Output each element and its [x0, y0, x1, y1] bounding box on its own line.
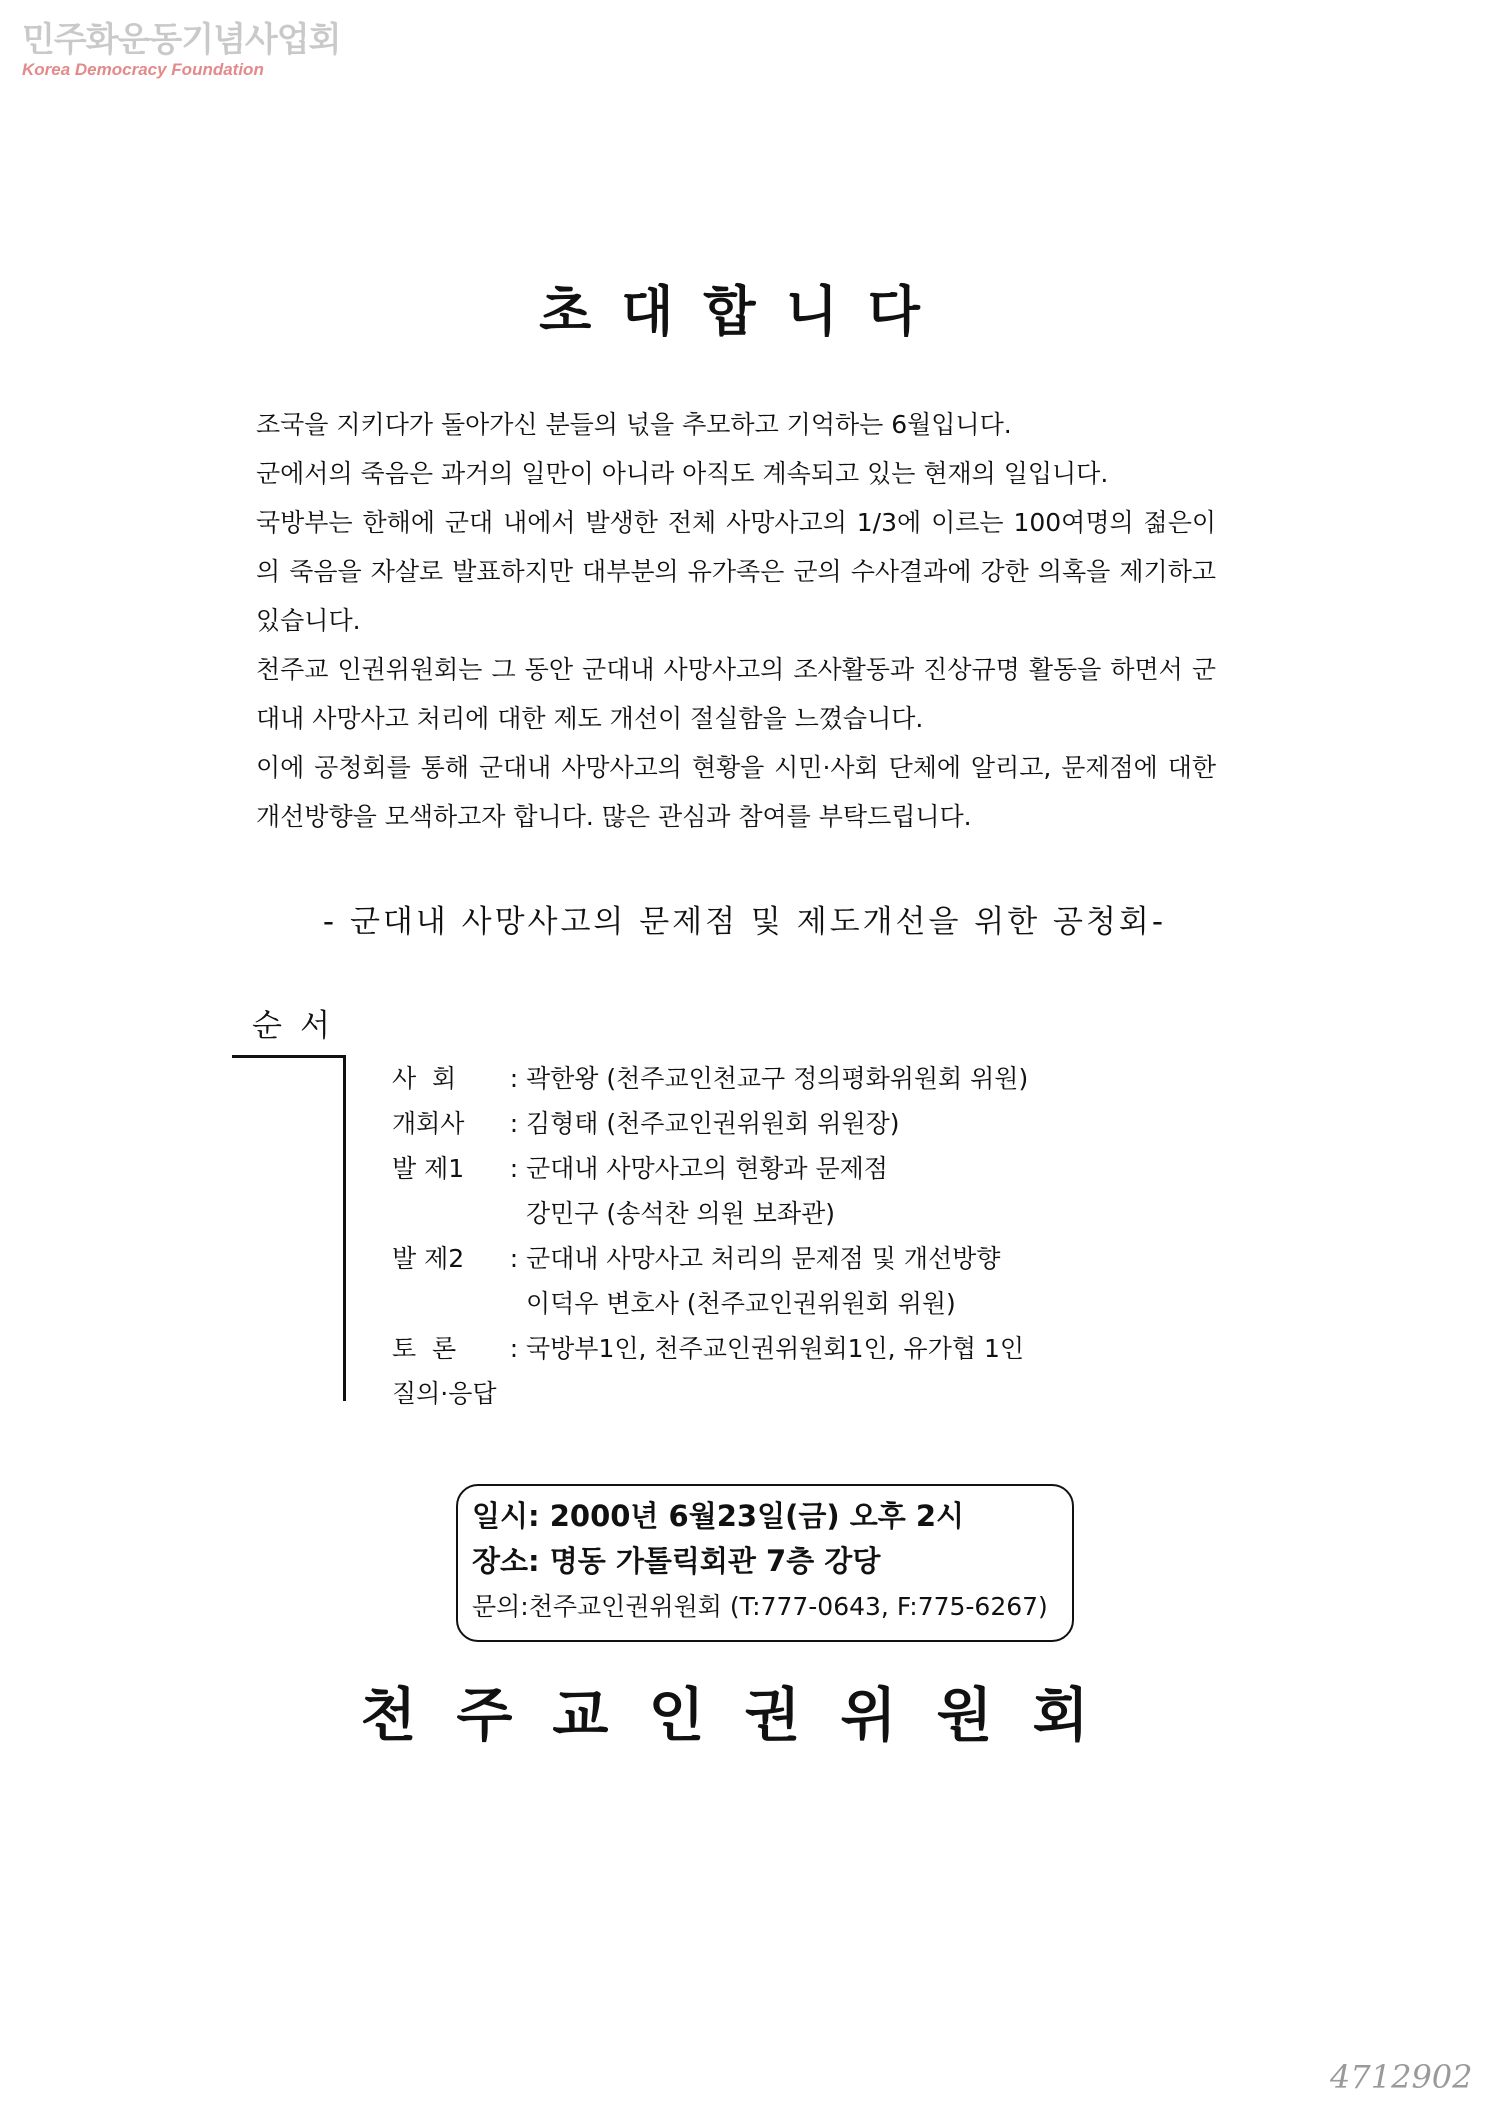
program-row-qa [392, 1371, 1292, 1416]
program-row-opening [392, 1101, 1292, 1146]
intro-paragraph: 천주교 인권위원회는 그 동안 군대내 사망사고의 조사활동과 진상규명 활동을 하면서 군대내 사망사고 처리에 대한 제도 개선이 절실함을 느꼈습니다. [256, 655, 1216, 733]
handwritten-note: 4712902 [1330, 2058, 1473, 2096]
intro-paragraph: 이에 공청회를 통해 군대내 사망사고의 현황을 시민·사회 단체에 알리고, 문제점에 대한 개선방향을 모색하고자 합니다. 많은 관심과 참여를 부탁드립니다. [256, 753, 1216, 831]
event-contact: 문의:천주교인권위원회 (T:777-0643, F:775-6267) [472, 1592, 1048, 1621]
intro-paragraph: 군에서의 죽음은 과거의 일만이 아니라 아직도 계속되고 있는 현재의 일입니다. [256, 459, 1109, 488]
program-label: 토 론 [392, 1334, 457, 1363]
program-value: 국방부1인, 천주교인권위원회1인, 유가협 1인 [526, 1334, 1025, 1363]
program-separator: : [509, 1109, 519, 1138]
program-speaker: 이덕우 변호사 (천주교인권위원회 위원) [526, 1289, 956, 1318]
event-date: 일시: 2000년 6월23일(금) 오후 2시 [472, 1499, 965, 1533]
event-place: 장소: 명동 가톨릭회관 7층 강당 [472, 1544, 881, 1578]
event-info-box [456, 1484, 1074, 1642]
bracket-line [232, 1055, 346, 1058]
program-separator: : [509, 1334, 519, 1363]
organization-name: 천주교인권위원회 [360, 1681, 1129, 1749]
event-subtitle: - 군대내 사망사고의 문제점 및 제도개선을 위한 공청회- [322, 904, 1167, 940]
program-separator: : [509, 1154, 519, 1183]
intro-paragraph: 조국을 지키다가 돌아가신 분들의 넋을 추모하고 기억하는 6월입니다. [256, 410, 1012, 439]
program-list [392, 1056, 1292, 1416]
program-value: 군대내 사망사고 처리의 문제점 및 개선방향 [526, 1244, 1001, 1273]
program-label: 발 제2 [392, 1244, 465, 1273]
program-row-host [392, 1056, 1292, 1101]
program-label: 개회사 [392, 1109, 465, 1138]
program-speaker: 강민구 (송석찬 의원 보좌관) [526, 1199, 835, 1228]
program-value: 김형태 (천주교인권위원회 위원장) [526, 1109, 900, 1138]
page-title: 초대합니다 [539, 280, 950, 343]
program-label: 발 제1 [392, 1154, 465, 1183]
program-row-discussion [392, 1326, 1292, 1371]
watermark-korean: 민주화운동기념사업회 [22, 20, 341, 60]
program-row-talk1 [392, 1146, 1292, 1191]
intro-text [256, 400, 1216, 841]
program-value: 군대내 사망사고의 현황과 문제점 [526, 1154, 888, 1183]
bracket-line [343, 1055, 346, 1401]
program-separator: : [509, 1064, 519, 1093]
program-value: 질의·응답 [392, 1379, 497, 1408]
watermark [22, 20, 340, 80]
order-heading: 순서 [252, 1008, 348, 1044]
program-label: 사 회 [392, 1064, 457, 1093]
program-row-talk2 [392, 1236, 1292, 1281]
watermark-english: Korea Democracy Foundation [22, 60, 264, 79]
program-separator: : [509, 1244, 519, 1273]
intro-paragraph: 국방부는 한해에 군대 내에서 발생한 전체 사망사고의 1/3에 이르는 100여명의 젊은이의 죽음을 자살로 발표하지만 대부분의 유가족은 군의 수사결과에 강한 의혹을 제기하고 있습니다. [256, 508, 1216, 635]
program-value: 곽한왕 (천주교인천교구 정의평화위원회 위원) [526, 1064, 1029, 1093]
